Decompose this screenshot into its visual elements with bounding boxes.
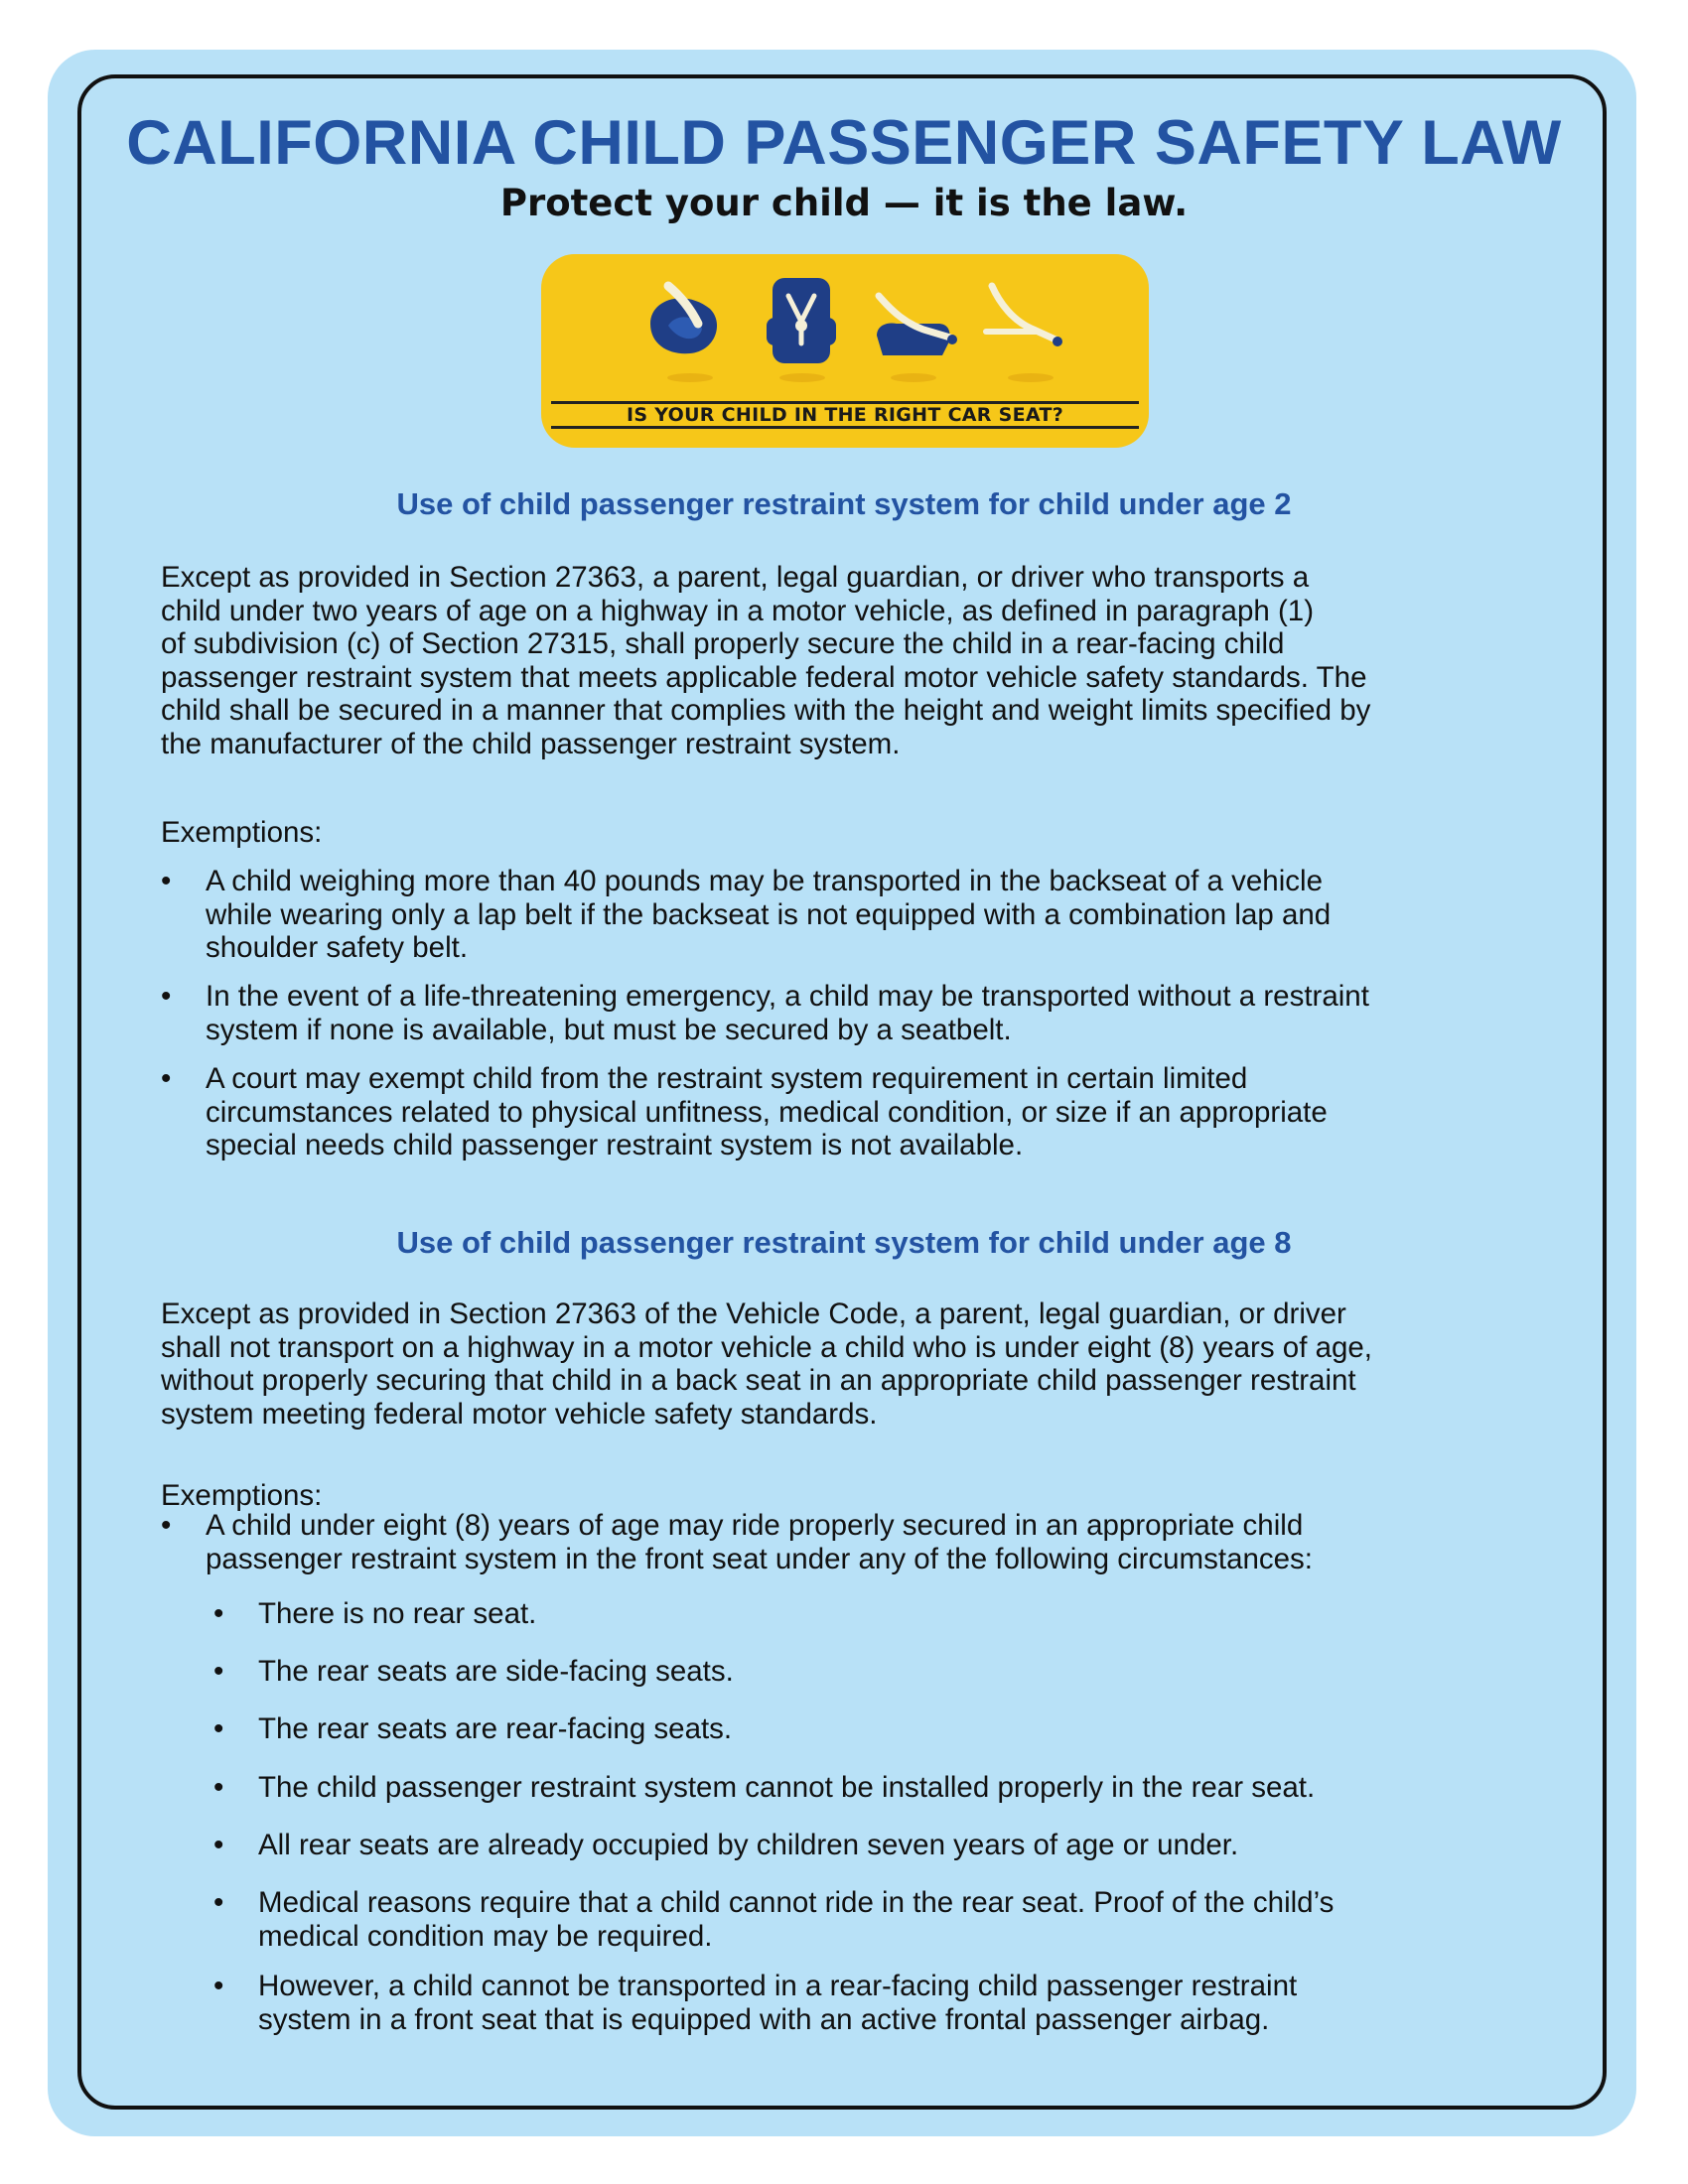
banner-caption: IS YOUR CHILD IN THE RIGHT CAR SEAT?	[626, 404, 1064, 426]
banner-caption-strip	[541, 401, 1149, 429]
section2-sub-exemption	[213, 1655, 1579, 1689]
exemption-line: All rear seats are already occupied by children seven years of age or under.	[258, 1829, 1239, 1861]
exemption-line: circumstances related to physical unfitness, medical condition, or size if an appropriate	[206, 1095, 1328, 1129]
bullet: •	[213, 1597, 224, 1630]
bullet: •	[213, 1771, 224, 1804]
exemption-line: A child under eight (8) years of age may ride properly secured in an appropriate child	[206, 1509, 1304, 1542]
bullet: •	[213, 1970, 224, 2002]
section1-exemptions-label: Exemptions:	[161, 816, 323, 849]
section2-sub-exemption	[213, 1829, 1579, 1862]
exemption-line: There is no rear seat.	[258, 1597, 537, 1630]
section2-main-exemption	[161, 1509, 1576, 1575]
exemption-line: medical condition may be required.	[258, 1919, 713, 1953]
bullet: •	[161, 1509, 172, 1542]
section2-sub-exemption	[213, 1712, 1579, 1746]
section2-sub-exemption	[213, 1970, 1579, 2036]
exemption-line: In the event of a life-threatening emergency, a child may be transported without a restraint	[206, 980, 1369, 1013]
exemption-line: A court may exempt child from the restraint system requirement in certain limited	[206, 1062, 1248, 1095]
body-line: the manufacturer of the child passenger restraint system.	[161, 727, 901, 760]
exemption-line: passenger restraint system in the front seat under any of the following circumstances:	[206, 1542, 1313, 1575]
seat-shadow	[667, 373, 713, 382]
bullet: •	[161, 980, 172, 1013]
exemption-line: However, a child cannot be transported in a rear-facing child passenger restraint	[258, 1970, 1298, 2002]
exemption-line: shoulder safety belt.	[206, 931, 469, 964]
exemption-line: while wearing only a lap belt if the backseat is not equipped with a combination lap and	[206, 897, 1332, 931]
section2-exemptions-label: Exemptions:	[161, 1479, 323, 1512]
rear-facing-seat-icon	[640, 274, 740, 373]
exemption-line: A child weighing more than 40 pounds may be transported in the backseat of a vehicle	[206, 865, 1323, 897]
body-line: of subdivision (c) of Section 27315, shall properly secure the child in a rear-facing child	[161, 627, 1285, 660]
section2-sub-exemption	[213, 1886, 1579, 1953]
section1-exemption-item	[161, 865, 1576, 965]
exemption-line: system if none is available, but must be secured by a seatbelt.	[206, 1013, 1012, 1046]
page-subtitle: Protect your child — it is the law.	[499, 182, 1189, 224]
section2-heading: Use of child passenger restraint system for child under age 8	[396, 1225, 1292, 1260]
seat-shadow	[891, 373, 936, 382]
body-line: passenger restraint system that meets applicable federal motor vehicle safety standards. The	[161, 660, 1367, 694]
bullet: •	[161, 1062, 172, 1095]
exemption-line: system in a front seat that is equipped with an active frontal passenger airbag.	[258, 2002, 1270, 2036]
exemption-line: The rear seats are rear-facing seats.	[258, 1712, 733, 1745]
forward-facing-harness-icon	[765, 274, 839, 373]
seat-shadow	[1008, 373, 1054, 382]
exemption-line: Medical reasons require that a child cannot ride in the rear seat. Proof of the child’s	[258, 1886, 1335, 1919]
exemption-line: special needs child passenger restraint system is not available.	[206, 1129, 1024, 1161]
body-line: child under two years of age on a highway in a motor vehicle, as defined in paragraph (1)	[161, 594, 1315, 627]
section2-sub-exemption	[213, 1771, 1579, 1805]
body-line: Except as provided in Section 27363 of the Vehicle Code, a parent, legal guardian, or driver	[161, 1297, 1346, 1330]
car-seat-banner	[541, 254, 1149, 448]
body-line: Except as provided in Section 27363, a parent, legal guardian, or driver who transports a	[161, 561, 1310, 594]
exemption-line: The rear seats are side-facing seats.	[258, 1655, 734, 1688]
section1-exemption-item	[161, 980, 1576, 1046]
exemption-line: The child passenger restraint system cannot be installed properly in the rear seat.	[258, 1771, 1316, 1804]
bullet: •	[213, 1829, 224, 1861]
page-title: CALIFORNIA CHILD PASSENGER SAFETY LAW	[126, 108, 1562, 178]
section1-heading: Use of child passenger restraint system for child under age 2	[396, 486, 1292, 521]
seat-shadow	[779, 373, 825, 382]
section1-exemption-item	[161, 1062, 1576, 1162]
section2-body	[161, 1297, 1551, 1431]
body-line: shall not transport on a highway in a motor vehicle a child who is under eight (8) years of age,	[161, 1330, 1373, 1364]
body-line: system meeting federal motor vehicle safety standards.	[161, 1397, 878, 1431]
body-line: without properly securing that child in a back seat in an appropriate child passenger restraint	[161, 1364, 1356, 1397]
body-line: child shall be secured in a manner that complies with the height and weight limits specified by	[161, 694, 1371, 727]
bullet: •	[161, 865, 172, 897]
section2-sub-exemption	[213, 1597, 1579, 1631]
bullet: •	[213, 1655, 224, 1688]
seat-belt-icon	[978, 274, 1067, 373]
bullet: •	[213, 1886, 224, 1919]
bullet: •	[213, 1712, 224, 1745]
booster-seat-icon	[869, 274, 958, 373]
section1-body	[161, 561, 1551, 760]
